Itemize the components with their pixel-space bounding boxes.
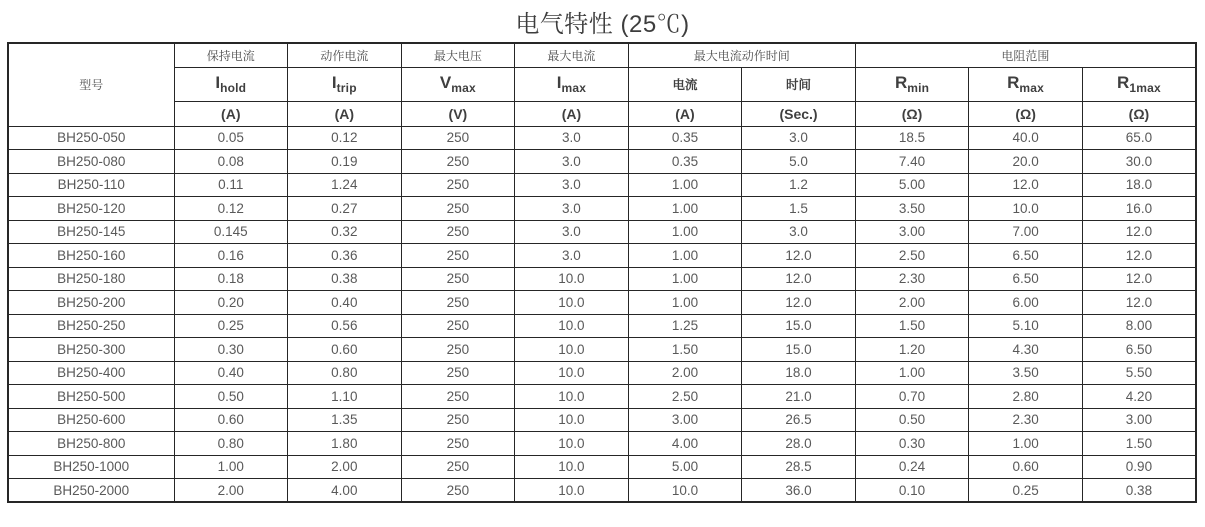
cell-imax: 3.0 [515,173,629,197]
cell-time-seconds: 36.0 [742,479,856,503]
cell-rmax: 10.0 [969,197,1083,221]
cell-ihold: 1.00 [174,455,288,479]
cell-imax: 3.0 [515,244,629,268]
col-group-max-voltage: 最大电压 [401,43,515,67]
cell-rmax: 1.00 [969,432,1083,456]
cell-model: BH250-145 [8,220,174,244]
cell-r1max: 16.0 [1082,197,1196,221]
cell-rmax: 5.10 [969,314,1083,338]
cell-time-current: 1.50 [628,338,742,362]
cell-time-seconds: 5.0 [742,150,856,174]
symbol-base: R [894,73,908,92]
col-symbol-rmax [969,67,1083,101]
header-symbol-row [8,67,1196,101]
cell-imax: 10.0 [515,338,629,362]
cell-vmax: 250 [401,126,515,150]
symbol-base: R [1117,73,1130,92]
cell-ihold: 0.80 [174,432,288,456]
col-group-max-current: 最大电流 [515,43,629,67]
cell-time-seconds: 28.0 [742,432,856,456]
col-symbol-itrip [288,67,402,101]
cell-r1max: 4.20 [1082,385,1196,409]
cell-imax: 3.0 [515,150,629,174]
table-row [8,220,1196,244]
col-unit-itrip: (A) [288,101,402,126]
table-row [8,197,1196,221]
cell-rmin: 3.50 [855,197,969,221]
cell-r1max: 5.50 [1082,361,1196,385]
cell-itrip: 1.24 [288,173,402,197]
cell-vmax: 250 [401,455,515,479]
cell-rmin: 0.30 [855,432,969,456]
cell-rmin: 1.50 [855,314,969,338]
col-unit-rmax: (Ω) [969,101,1083,126]
col-unit-rmin: (Ω) [855,101,969,126]
cell-rmax: 2.80 [969,385,1083,409]
cell-time-seconds: 18.0 [742,361,856,385]
cell-vmax: 250 [401,432,515,456]
col-symbol-time-current: 电流 [628,67,742,101]
col-symbol-vmax [401,67,515,101]
cell-ihold: 0.11 [174,173,288,197]
cell-ihold: 0.08 [174,150,288,174]
symbol-base: I [215,73,221,92]
cell-time-seconds: 3.0 [742,126,856,150]
cell-model: BH250-180 [8,267,174,291]
cell-imax: 10.0 [515,408,629,432]
cell-ihold: 0.25 [174,314,288,338]
cell-imax: 10.0 [515,361,629,385]
cell-model: BH250-080 [8,150,174,174]
cell-rmax: 6.50 [969,244,1083,268]
cell-itrip: 0.38 [288,267,402,291]
cell-itrip: 2.00 [288,455,402,479]
table-body [8,126,1196,502]
cell-time-seconds: 15.0 [742,338,856,362]
cell-time-current: 0.35 [628,150,742,174]
cell-model: BH250-160 [8,244,174,268]
cell-model: BH250-800 [8,432,174,456]
col-group-hold-current: 保持电流 [174,43,288,67]
table-row [8,150,1196,174]
table-row [8,455,1196,479]
cell-ihold: 2.00 [174,479,288,503]
cell-r1max: 30.0 [1082,150,1196,174]
cell-model: BH250-250 [8,314,174,338]
cell-rmin: 2.00 [855,291,969,315]
cell-ihold: 0.145 [174,220,288,244]
cell-time-current: 1.25 [628,314,742,338]
table-row [8,338,1196,362]
cell-vmax: 250 [401,291,515,315]
cell-r1max: 6.50 [1082,338,1196,362]
cell-ihold: 0.16 [174,244,288,268]
cell-itrip: 1.80 [288,432,402,456]
cell-time-current: 1.00 [628,197,742,221]
symbol-base: I [556,73,562,92]
cell-vmax: 250 [401,408,515,432]
cell-time-seconds: 26.5 [742,408,856,432]
cell-model: BH250-110 [8,173,174,197]
table-row [8,291,1196,315]
col-symbol-r1max [1082,67,1196,101]
table-row [8,126,1196,150]
cell-rmin: 1.00 [855,361,969,385]
cell-itrip: 1.10 [288,385,402,409]
cell-itrip: 0.32 [288,220,402,244]
symbol-subscript: max [561,81,587,95]
table-row [8,408,1196,432]
col-unit-time-current: (A) [628,101,742,126]
cell-imax: 3.0 [515,220,629,244]
cell-model: BH250-200 [8,291,174,315]
table-row [8,173,1196,197]
cell-r1max: 65.0 [1082,126,1196,150]
cell-time-current: 3.00 [628,408,742,432]
cell-imax: 10.0 [515,267,629,291]
cell-r1max: 1.50 [1082,432,1196,456]
cell-vmax: 250 [401,220,515,244]
cell-rmax: 0.60 [969,455,1083,479]
col-unit-imax: (A) [515,101,629,126]
header-unit-row [8,101,1196,126]
cell-vmax: 250 [401,314,515,338]
symbol-base: R [1007,73,1020,92]
cell-rmax: 40.0 [969,126,1083,150]
cell-ihold: 0.05 [174,126,288,150]
cell-rmax: 3.50 [969,361,1083,385]
electrical-characteristics-table [7,42,1197,503]
cell-rmin: 18.5 [855,126,969,150]
cell-rmax: 20.0 [969,150,1083,174]
cell-time-seconds: 28.5 [742,455,856,479]
cell-rmax: 7.00 [969,220,1083,244]
cell-rmin: 5.00 [855,173,969,197]
cell-time-seconds: 12.0 [742,244,856,268]
cell-rmin: 1.20 [855,338,969,362]
cell-rmin: 0.70 [855,385,969,409]
col-group-trip-current: 动作电流 [288,43,402,67]
cell-vmax: 250 [401,361,515,385]
cell-imax: 10.0 [515,385,629,409]
cell-vmax: 250 [401,173,515,197]
cell-time-seconds: 1.2 [742,173,856,197]
cell-time-seconds: 21.0 [742,385,856,409]
col-group-trip-time: 最大电流动作时间 [628,43,855,67]
cell-time-seconds: 12.0 [742,267,856,291]
cell-imax: 10.0 [515,455,629,479]
cell-r1max: 3.00 [1082,408,1196,432]
cell-itrip: 0.27 [288,197,402,221]
cell-time-current: 2.50 [628,385,742,409]
cell-vmax: 250 [401,479,515,503]
cell-imax: 3.0 [515,126,629,150]
cell-rmax: 12.0 [969,173,1083,197]
cell-ihold: 0.50 [174,385,288,409]
cell-ihold: 0.30 [174,338,288,362]
table-row [8,479,1196,503]
cell-time-current: 1.00 [628,173,742,197]
cell-imax: 10.0 [515,479,629,503]
col-unit-vmax: (V) [401,101,515,126]
symbol-base: I [331,73,337,92]
cell-time-current: 5.00 [628,455,742,479]
cell-model: BH250-120 [8,197,174,221]
col-symbol-time-time: 时间 [742,67,856,101]
cell-vmax: 250 [401,338,515,362]
cell-ihold: 0.60 [174,408,288,432]
symbol-base: V [439,73,452,92]
cell-model: BH250-2000 [8,479,174,503]
table-row [8,267,1196,291]
cell-rmin: 2.50 [855,244,969,268]
cell-rmin: 0.24 [855,455,969,479]
cell-imax: 3.0 [515,197,629,221]
cell-r1max: 0.90 [1082,455,1196,479]
cell-rmin: 0.50 [855,408,969,432]
table-row [8,432,1196,456]
cell-ihold: 0.18 [174,267,288,291]
cell-vmax: 250 [401,267,515,291]
cell-time-current: 1.00 [628,291,742,315]
cell-time-current: 0.35 [628,126,742,150]
cell-model: BH250-600 [8,408,174,432]
cell-time-current: 10.0 [628,479,742,503]
cell-time-seconds: 1.5 [742,197,856,221]
table-row [8,385,1196,409]
cell-itrip: 0.80 [288,361,402,385]
table-header [8,43,1196,126]
cell-itrip: 0.36 [288,244,402,268]
col-unit-ihold: (A) [174,101,288,126]
table-row [8,361,1196,385]
cell-itrip: 0.60 [288,338,402,362]
col-unit-time-time: (Sec.) [742,101,856,126]
table-row [8,244,1196,268]
cell-model: BH250-500 [8,385,174,409]
cell-model: BH250-050 [8,126,174,150]
cell-r1max: 12.0 [1082,220,1196,244]
header-group-row [8,43,1196,67]
symbol-subscript: hold [220,81,247,95]
cell-r1max: 12.0 [1082,267,1196,291]
col-symbol-rmin [855,67,969,101]
cell-model: BH250-400 [8,361,174,385]
cell-r1max: 12.0 [1082,244,1196,268]
table-row [8,314,1196,338]
cell-rmax: 2.30 [969,408,1083,432]
cell-time-current: 1.00 [628,220,742,244]
cell-itrip: 1.35 [288,408,402,432]
symbol-subscript: min [907,81,930,95]
cell-rmax: 6.00 [969,291,1083,315]
cell-r1max: 8.00 [1082,314,1196,338]
cell-ihold: 0.20 [174,291,288,315]
cell-rmin: 7.40 [855,150,969,174]
cell-imax: 10.0 [515,314,629,338]
cell-rmax: 6.50 [969,267,1083,291]
cell-vmax: 250 [401,150,515,174]
cell-vmax: 250 [401,385,515,409]
cell-model: BH250-300 [8,338,174,362]
cell-r1max: 0.38 [1082,479,1196,503]
cell-model: BH250-1000 [8,455,174,479]
cell-vmax: 250 [401,244,515,268]
cell-rmin: 3.00 [855,220,969,244]
cell-itrip: 0.19 [288,150,402,174]
cell-vmax: 250 [401,197,515,221]
cell-time-seconds: 15.0 [742,314,856,338]
symbol-subscript: max [1019,81,1045,95]
cell-rmax: 4.30 [969,338,1083,362]
cell-ihold: 0.12 [174,197,288,221]
cell-r1max: 12.0 [1082,291,1196,315]
symbol-subscript: max [451,81,476,95]
cell-rmax: 0.25 [969,479,1083,503]
cell-time-current: 2.00 [628,361,742,385]
cell-time-current: 1.00 [628,244,742,268]
cell-imax: 10.0 [515,432,629,456]
cell-ihold: 0.40 [174,361,288,385]
symbol-subscript: 1max [1129,81,1161,95]
symbol-subscript: trip [336,81,357,95]
cell-time-seconds: 12.0 [742,291,856,315]
cell-r1max: 18.0 [1082,173,1196,197]
cell-itrip: 4.00 [288,479,402,503]
cell-rmin: 0.10 [855,479,969,503]
col-header-model: 型号 [8,43,174,126]
col-symbol-imax [515,67,629,101]
cell-imax: 10.0 [515,291,629,315]
cell-itrip: 0.12 [288,126,402,150]
cell-time-current: 4.00 [628,432,742,456]
cell-time-current: 1.00 [628,267,742,291]
col-group-resistance-range: 电阻范围 [855,43,1196,67]
col-symbol-ihold [174,67,288,101]
col-unit-r1max: (Ω) [1082,101,1196,126]
page-title: 电气特性 (25℃) [515,11,690,38]
cell-rmin: 2.30 [855,267,969,291]
cell-itrip: 0.56 [288,314,402,338]
cell-itrip: 0.40 [288,291,402,315]
cell-time-seconds: 3.0 [742,220,856,244]
